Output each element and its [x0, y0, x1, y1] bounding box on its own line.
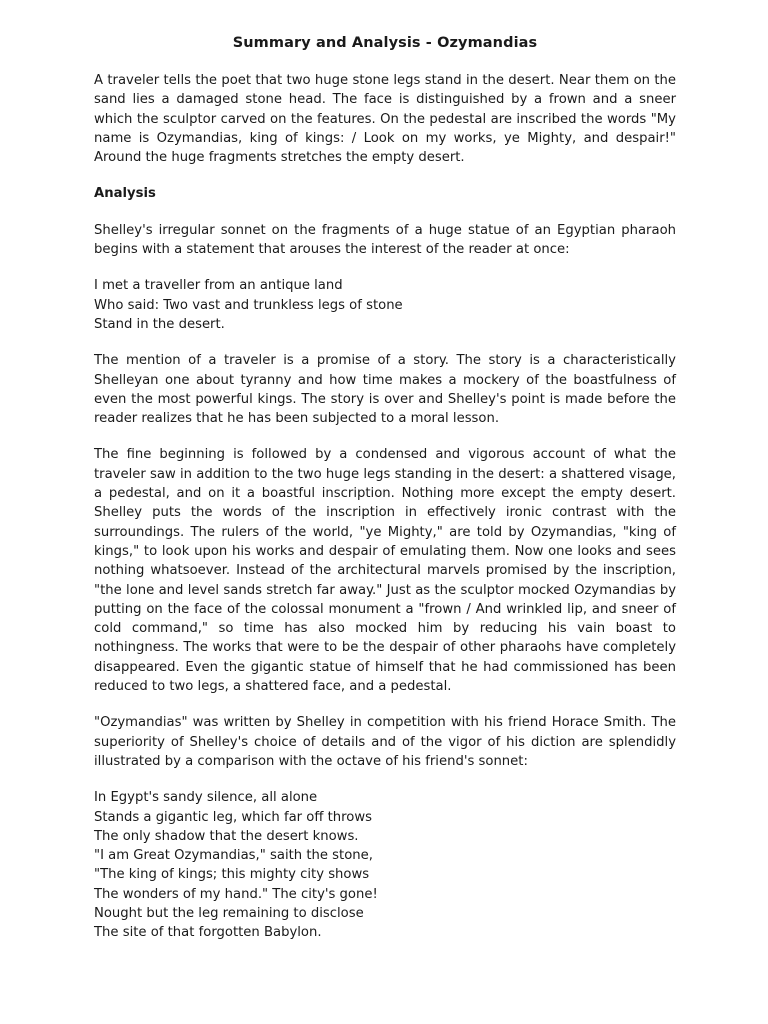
poem-line: The site of that forgotten Babylon. [94, 925, 322, 941]
poem-line: "The king of kings; this mighty city shows [94, 867, 370, 883]
summary-paragraph: A traveler tells the poet that two huge stone legs stand in the desert. Near them on the sand lies a damaged stone head. The face is distinguished by a frown and a sneer which the sculptor carved on the features. On the pedestal are inscribed the words "My name is Ozymandias, king of kings: / Look on my works, ye Mighty, and despair!" Around the huge fragments stretches the empty desert. [94, 73, 676, 166]
analysis-heading: Analysis [94, 186, 156, 202]
traveler-paragraph: The mention of a traveler is a promise of a story. The story is a characteristically Shelleyan one about tyranny and how time makes a mockery of the boastfulness of even the most powerful kings. The story is over and Shelley's point is made before the reader realizes that he has been subjected to a moral lesson. [94, 353, 676, 427]
page-title: Summary and Analysis - Ozymandias [232, 35, 538, 51]
poem-quote-smith [94, 788, 676, 942]
smith-paragraph: "Ozymandias" was written by Shelley in competition with his friend Horace Smith. The superiority of Shelley's choice of details and of the vigor of his diction are splendidly illustrated by a comparison with the octave of his friend's sonnet: [94, 715, 676, 769]
poem-line: The only shadow that the desert knows. [94, 828, 359, 844]
poem-line: "I am Great Ozymandias," saith the stone, [94, 848, 373, 864]
beginning-paragraph: The fine beginning is followed by a condensed and vigorous account of what the traveler saw in addition to the two huge legs standing in the desert: a shattered visage, a pedestal, and on it a boastful inscription. Nothing more except the empty desert. Shelley puts the words of the inscription in effectively ironic contrast with the surroundings. The rulers of the world, "ye Mighty," are told by Ozymandias, "king of kings," to look upon his works and despair of emulating them. Now one looks and sees nothing whatsoever. Instead of the architectural marvels promised by the inscription, "the lone and level sands stretch far away." Just as the sculptor mocked Ozymandias by putting on the face of the colossal monument a "frown / And wrinkled lip, and sneer of cold command," so time has also mocked him by reducing his vain boast to nothingness. The works that were to be the despair of other pharaohs have completely disappeared. Even the gigantic statue of himself that he had commissioned has been reduced to two legs, a shattered face, and a pedestal. [94, 447, 676, 695]
poem-line: Nought but the leg remaining to disclose [94, 905, 364, 921]
document-body [94, 71, 676, 943]
poem-line: Who said: Two vast and trunkless legs of stone [94, 297, 403, 313]
poem-quote-shelley [94, 276, 676, 334]
poem-line: Stands a gigantic leg, which far off throws [94, 809, 373, 825]
poem-line: I met a traveller from an antique land [94, 278, 343, 294]
analysis-intro-paragraph: Shelley's irregular sonnet on the fragments of a huge statue of an Egyptian pharaoh begins with a statement that arouses the interest of the reader at once: [94, 222, 676, 258]
poem-line: Stand in the desert. [94, 316, 225, 332]
poem-line: The wonders of my hand." The city's gone! [94, 886, 378, 902]
poem-line: In Egypt's sandy silence, all alone [94, 790, 318, 806]
